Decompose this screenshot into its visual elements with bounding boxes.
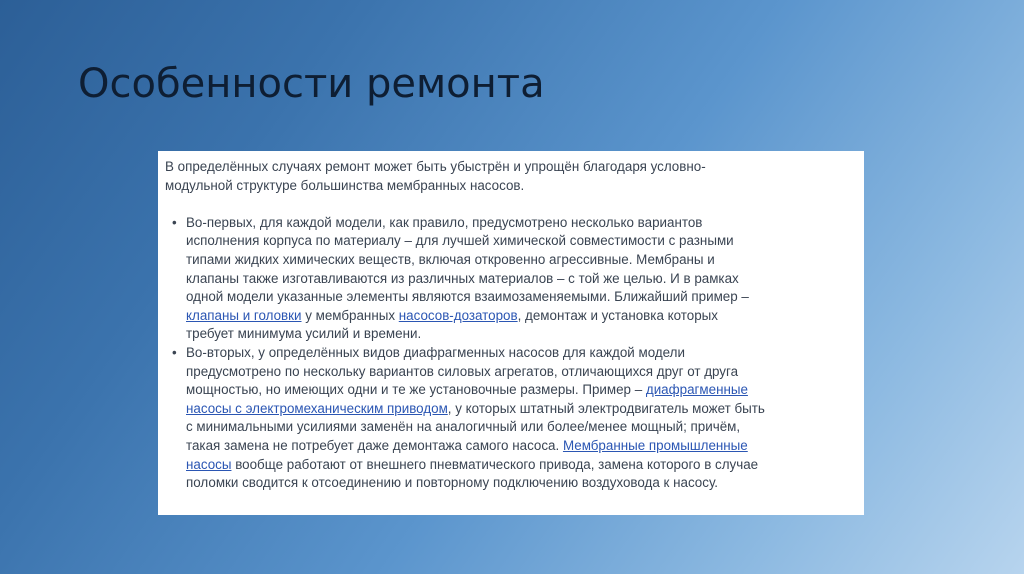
intro-line-2: модульной структуре большинства мембранных насосов. — [165, 177, 525, 193]
bullet-1-line-6 — [186, 307, 864, 326]
slide-title: Особенности ремонта — [78, 61, 545, 107]
bullet-2-line-6-text: такая замена не потребует даже демонтажа самого насоса. — [186, 437, 563, 453]
link-diaphragm-pumps[interactable]: диафрагменные — [645, 382, 748, 398]
link-dosing-pumps[interactable]: насосов-дозаторов — [398, 307, 518, 323]
link-pumps[interactable]: насосы — [186, 456, 232, 472]
intro-line-1: В определённых случаях ремонт может быть убыстрён и упрощён благодаря условно- — [165, 159, 706, 174]
bullet-2-line-5: с минимальными усилиями заменён на аналогичный или более/менее мощный; причём, — [186, 419, 741, 435]
bullet-1-line-5: одной модели указанные элементы являются взаимозаменяемыми. Ближайший пример – — [186, 289, 749, 305]
bullet-2-line-4 — [186, 400, 864, 419]
intro-paragraph — [165, 158, 864, 195]
bullet-2-line-4-text: , у которых штатный электродвигатель может быть — [447, 400, 765, 416]
bullet-1-line-4: клапаны также изготавливаются из различных материалов – с той же целью. И в рамках — [186, 270, 739, 286]
bullet-2-line-3 — [186, 381, 864, 400]
bullet-2-line-3-text: мощностью, но имеющих одни и те же установочные размеры. Пример – — [186, 382, 646, 398]
content-box — [158, 151, 864, 515]
bullet-1-line-6-middle: у мембранных — [301, 307, 399, 323]
bullet-1-line-1: Во-первых, для каждой модели, как правило, предусмотрено несколько вариантов — [186, 214, 703, 230]
bullet-2-line-2: предусмотрено по нескольку вариантов силовых агрегатов, отличающихся друг от друга — [186, 363, 739, 379]
bullet-list — [165, 214, 864, 493]
bullet-item-1 — [165, 214, 864, 344]
bullet-2-line-8: поломки сводится к отсоединению и повторному подключению воздуховода к насосу. — [186, 475, 719, 491]
bullet-1-line-2: исполнения корпуса по материалу – для лучшей химической совместимости с разными — [186, 233, 734, 249]
bullet-1-line-3: типами жидких химических веществ, включая откровенно агрессивные. Мембраны и — [186, 251, 715, 267]
bullet-2-line-1: Во-вторых, у определённых видов диафрагменных насосов для каждой модели — [186, 344, 685, 360]
bullet-item-2 — [165, 344, 864, 493]
bullet-2-line-7 — [186, 456, 864, 475]
link-electromechanical-drive-pumps[interactable]: насосы с электромеханическим приводом — [186, 400, 448, 416]
bullet-1-line-6-end: , демонтаж и установка которых — [517, 307, 718, 323]
bullet-1-line-7: требует минимума усилий и времени. — [186, 326, 422, 342]
link-valves-and-heads[interactable]: клапаны и головки — [186, 307, 302, 323]
bullet-icon: • — [172, 214, 177, 230]
bullet-2-line-6 — [186, 437, 864, 456]
bullet-icon: • — [172, 344, 177, 360]
bullet-2-line-7-text: вообще работают от внешнего пневматического привода, замена которого в случае — [231, 456, 759, 472]
link-industrial-membrane-pumps[interactable]: Мембранные промышленные — [562, 437, 748, 453]
